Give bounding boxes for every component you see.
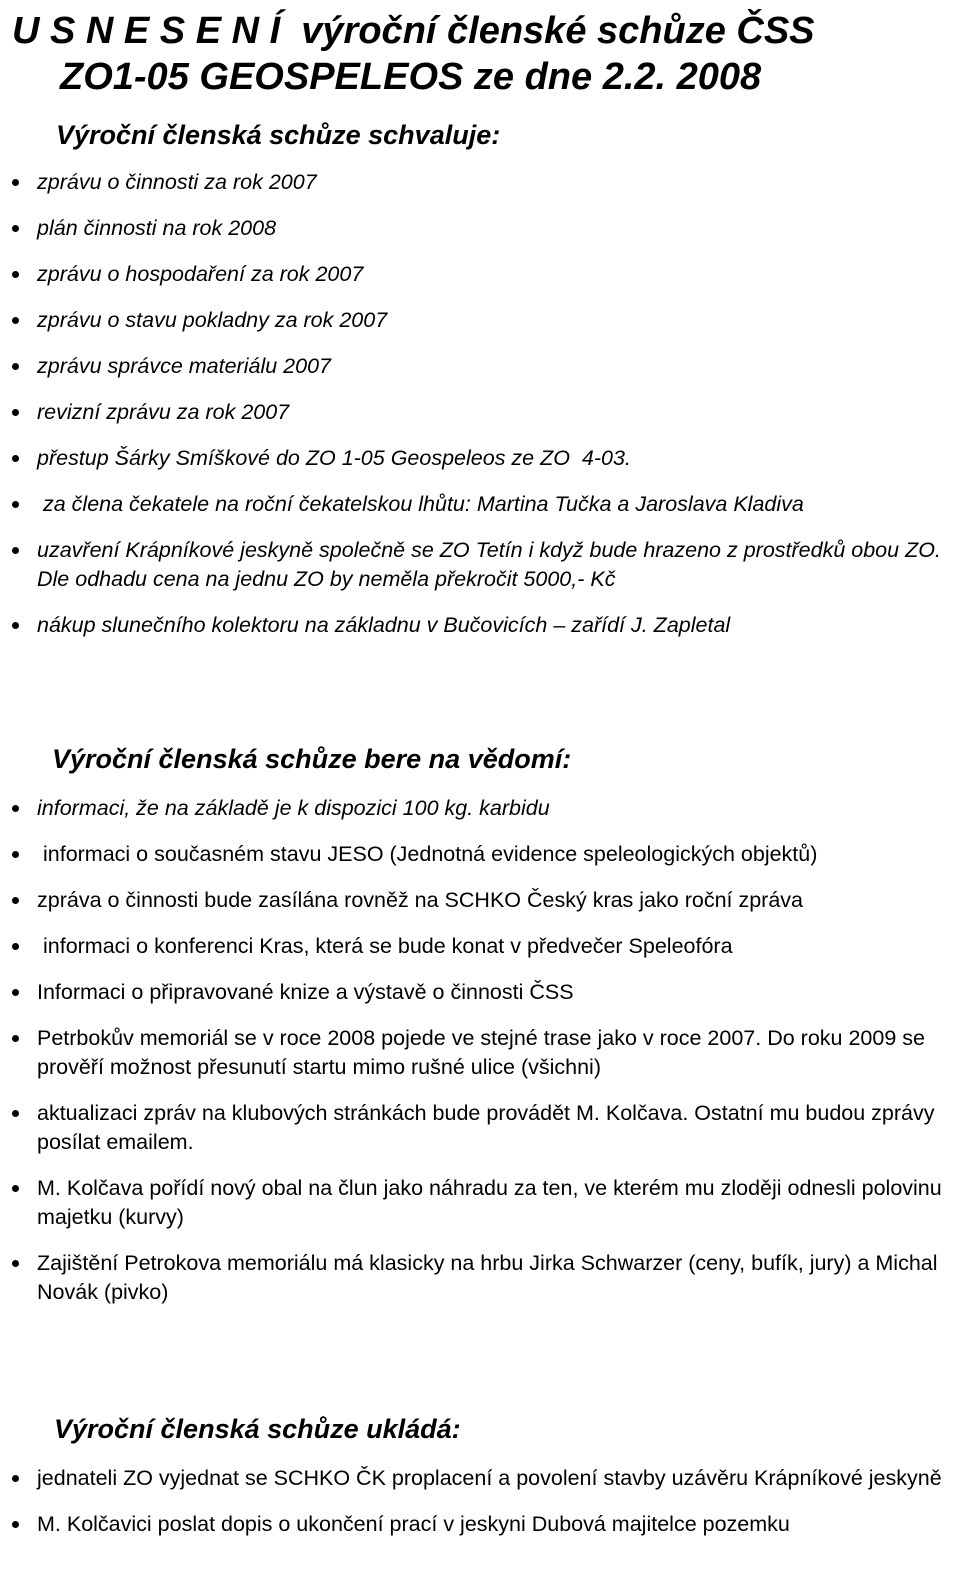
notes-list — [0, 794, 960, 1307]
bullet-icon — [12, 547, 19, 554]
bullet-icon — [12, 622, 19, 629]
bullet-icon — [12, 851, 19, 858]
list-item: za člena čekatele na roční čekatelskou lhůtu: Martina Tučka a Jaroslava Kladiva — [0, 490, 960, 519]
bullet-icon — [12, 409, 19, 416]
list-item: informaci o konferenci Kras, která se bude konat v předvečer Speleofóra — [0, 932, 960, 961]
bullet-icon — [12, 943, 19, 950]
list-item: informaci o současném stavu JESO (Jednotná evidence speleologických objektů) — [0, 840, 960, 869]
bullet-icon — [12, 1035, 19, 1042]
list-item: zprávu o hospodaření za rok 2007 — [0, 260, 960, 289]
list-item: zprávu o činnosti za rok 2007 — [0, 168, 960, 197]
bullet-icon — [12, 1521, 19, 1528]
list-item: Zajištění Petrokova memoriálu má klasicky na hrbu Jirka Schwarzer (ceny, bufík, jury) a Michal Novák (pivko) — [0, 1249, 960, 1307]
section-heading-notes: Výroční členská schůze bere na vědomí: — [52, 744, 572, 774]
bullet-icon — [12, 317, 19, 324]
title-line-2: ZO1-05 GEOSPELEOS ze dne 2.2. 2008 — [60, 56, 762, 98]
list-item: M. Kolčavici poslat dopis o ukončení prací v jeskyni Dubová majitelce pozemku — [0, 1510, 960, 1539]
section-heading-tasks: Výroční členská schůze ukládá: — [54, 1414, 461, 1444]
document-title — [0, 0, 960, 100]
bullet-icon — [12, 1475, 19, 1482]
title-line-1: U S N E S E N Í výroční členské schůze ČSS — [12, 10, 815, 52]
bullet-icon — [12, 179, 19, 186]
bullet-icon — [12, 989, 19, 996]
section-heading-approves: Výroční členská schůze schvaluje: — [56, 120, 501, 150]
list-item: jednateli ZO vyjednat se SCHKO ČK proplacení a povolení stavby uzávěru Krápníkové jeskyně — [0, 1464, 960, 1493]
list-item: plán činnosti na rok 2008 — [0, 214, 960, 243]
list-item: uzavření Krápníkové jeskyně společně se ZO Tetín i když bude hrazeno z prostředků obou ZO. Dle odhadu cena na jednu ZO by neměla překročit 5000,- Kč — [0, 536, 960, 594]
list-item: přestup Šárky Smíškové do ZO 1-05 Geospeleos ze ZO 4-03. — [0, 444, 960, 473]
bullet-icon — [12, 363, 19, 370]
approves-list — [0, 168, 960, 640]
bullet-icon — [12, 501, 19, 508]
bullet-icon — [12, 225, 19, 232]
list-item: nákup slunečního kolektoru na základnu v Bučovicích – zařídí J. Zapletal — [0, 611, 960, 640]
bullet-icon — [12, 1185, 19, 1192]
bullet-icon — [12, 897, 19, 904]
list-item: aktualizaci zpráv na klubových stránkách bude provádět M. Kolčava. Ostatní mu budou zprávy posílat emailem. — [0, 1099, 960, 1157]
bullet-icon — [12, 805, 19, 812]
list-item: Petrbokův memoriál se v roce 2008 pojede ve stejné trase jako v roce 2007. Do roku 2009 se prověří možnost přesunutí startu mimo rušné ulice (všichni) — [0, 1024, 960, 1082]
bullet-icon — [12, 1260, 19, 1267]
list-item: M. Kolčava pořídí nový obal na člun jako náhradu za ten, ve kterém mu zloději odnesli polovinu majetku (kurvy) — [0, 1174, 960, 1232]
bullet-icon — [12, 1110, 19, 1117]
bullet-icon — [12, 455, 19, 462]
list-item: informaci, že na základě je k dispozici 100 kg. karbidu — [0, 794, 960, 823]
bullet-icon — [12, 271, 19, 278]
list-item: zprávu o stavu pokladny za rok 2007 — [0, 306, 960, 335]
list-item: zpráva o činnosti bude zasílána rovněž na SCHKO Český kras jako roční zpráva — [0, 886, 960, 915]
list-item: Informaci o připravované knize a výstavě o činnosti ČSS — [0, 978, 960, 1007]
tasks-list — [0, 1464, 960, 1539]
list-item: revizní zprávu za rok 2007 — [0, 398, 960, 427]
list-item: zprávu správce materiálu 2007 — [0, 352, 960, 381]
